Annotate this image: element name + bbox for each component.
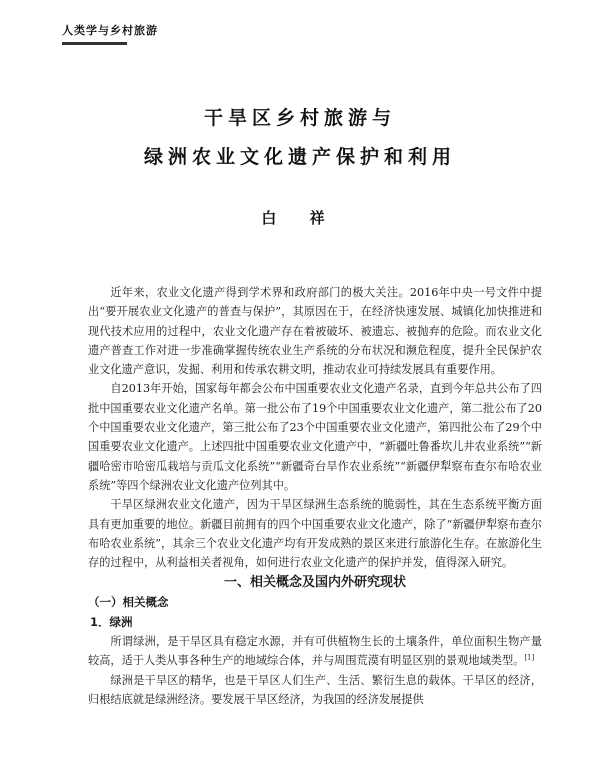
running-head-rule (62, 42, 127, 45)
paragraph-1: 近年来，农业文化遗产得到学术界和政府部门的极大关注。2016年中央一号文件中提出“要开展农业文化遗产的普查与保护”，其原因在于，在经济快速发展、城镇化加快推进和现代技术应用的过程中，农业文化遗产存在着被破坏、被遗忘、被抛弃的危险。而农业文化遗产普查工作对进一步准确掌握传统农业生产系统的分布状况和濒危程度，提升全民保护农业文化遗产意识，发掘、利用和传承农耕文明，推动农业可持续发展具有重要作用。 (88, 286, 542, 377)
citation-ref[interactable]: [1] (524, 653, 535, 662)
article-title-line1: 干旱区乡村旅游与 (203, 107, 396, 129)
article-title-line2: 绿洲农业文化遗产保护和利用 (143, 146, 456, 168)
subsection-heading: （一）相关概念 (88, 595, 169, 610)
oasis-definition-text: 所谓绿洲，是干旱区具有稳定水源，并有可供植物生长的土壤条件，单位面积生物产量较高，适于人类从事各种生产的地域综合体，并与周围荒漠有明显区别的景观地域类型。 (88, 635, 542, 668)
subsubsection-heading: 1．绿洲 (90, 614, 133, 629)
paragraph-3: 干旱区绿洲农业文化遗产，因为干旱区绿洲生态系统的脆弱性，其在生态系统平衡方面具有更加重要的地位。新疆目前拥有的四个中国重要农业文化遗产，除了“新疆伊犁察布查尔布哈农业系统”，其余三个农业文化遗产均有开发成熟的景区来进行旅游化生存。在旅游化生存的过程中，从利益相关者视角，如何进行农业文化遗产的保护并发，值得深入研究。 (88, 498, 542, 570)
section-heading: 一、相关概念及国内外研究现状 (223, 575, 406, 591)
running-head: 人类学与乡村旅游 (62, 24, 158, 37)
author: 白 祥 (261, 209, 339, 227)
paragraph-oasis-economy: 绿洲是干旱区的精华，也是干旱区人们生产、生活、繁衍生息的载体。干旱区的经济，归根结底就是绿洲经济。要发展干旱区经济，为我国的经济发展提供 (88, 673, 542, 706)
paragraph-2: 自2013年开始，国家每年都会公布中国重要农业文化遗产名录，直到今年总共公布了四批中国重要农业文化遗产名单。第一批公布了19个中国重要农业文化遗产，第二批公布了20个中国重要农业文化遗产，第三批公布了23个中国重要农业文化遗产，第四批公布了29个中国重要农业文化遗产。上述四批中国重要农业文化遗产中，“新疆吐鲁番坎儿井农业系统”“新疆哈密市哈密瓜栽培与贡瓜文化系统”“新疆奇台旱作农业系统”“新疆伊犁察布查尔布哈农业系统”等四个绿洲农业文化遗产位列其中。 (88, 382, 542, 492)
paragraph-oasis-definition (88, 632, 542, 671)
article-body (88, 283, 542, 709)
